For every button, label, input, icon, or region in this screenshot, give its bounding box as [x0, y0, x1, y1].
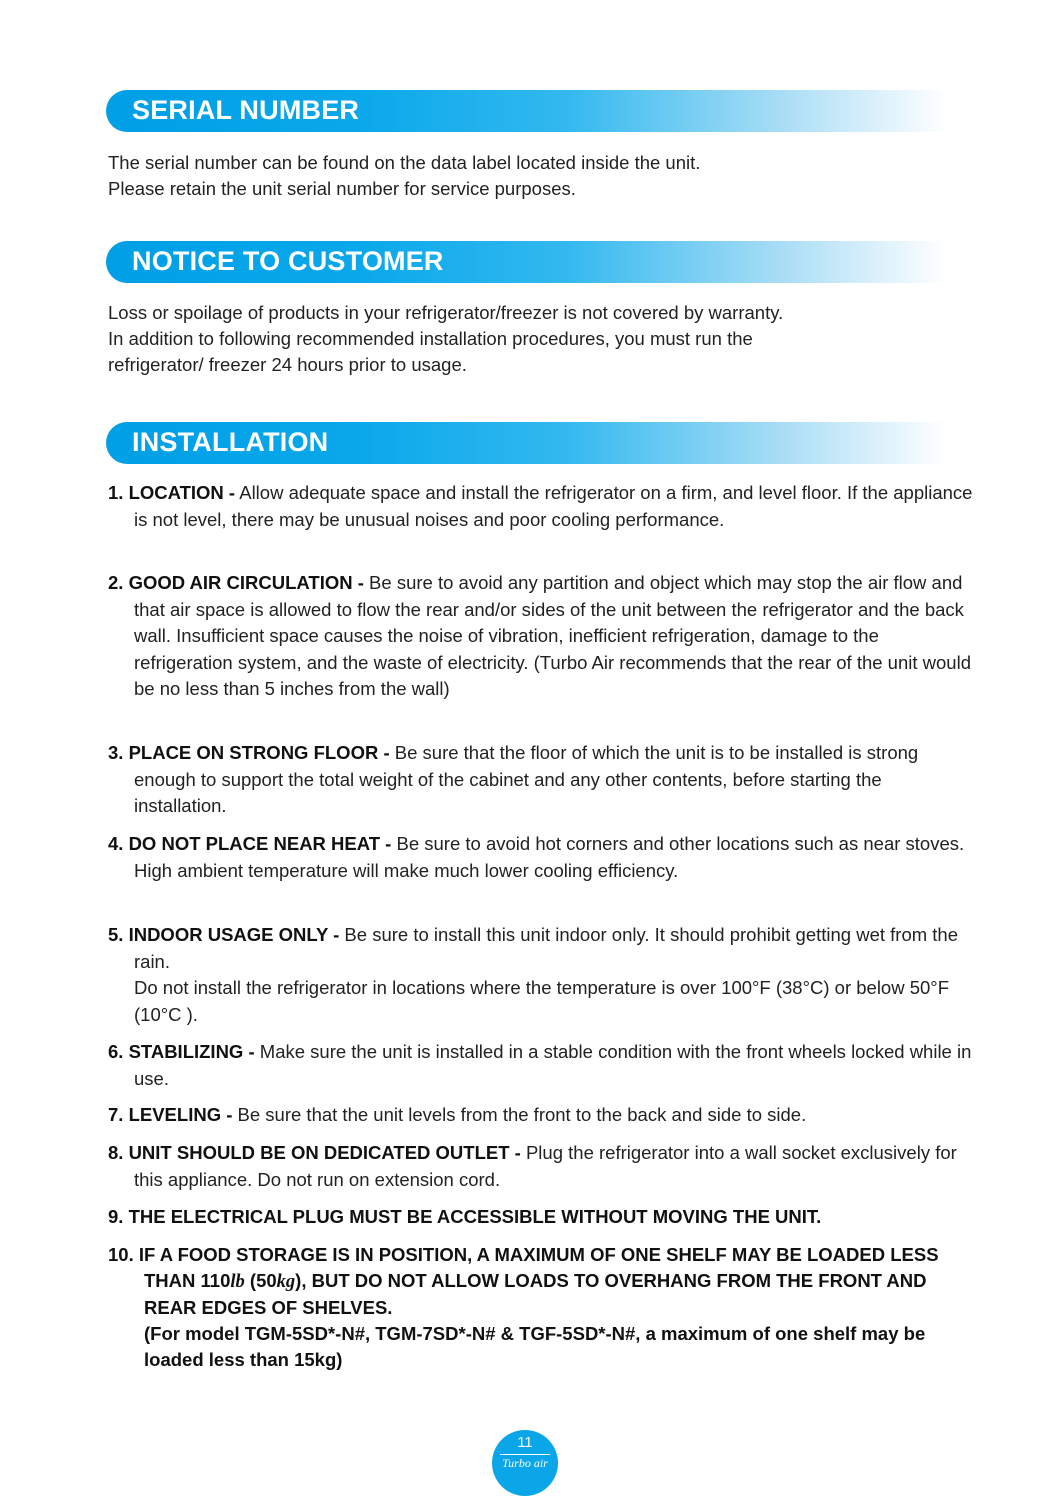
unit-kg: kg: [276, 1272, 296, 1292]
item-text: Be sure to avoid hot corners and other locations such as near stoves. High ambient temperature will make much lower cooling efficiency.: [134, 833, 965, 881]
item-text: Be sure that the unit levels from the front to the back and side to side.: [232, 1104, 807, 1125]
item-label: 4. DO NOT PLACE NEAR HEAT -: [108, 833, 392, 854]
item-label: 6. STABILIZING -: [108, 1041, 255, 1062]
item-label: 3. PLACE ON STRONG FLOOR -: [108, 742, 390, 763]
notice-line: refrigerator/ freezer 24 hours prior to usage.: [108, 354, 467, 375]
serial-line: The serial number can be found on the data label located inside the unit.: [108, 152, 701, 173]
item-text: Be sure to install this unit indoor only. It should prohibit getting wet from the rain.: [134, 924, 959, 972]
notice-line: In addition to following recommended installation procedures, you must run the: [108, 328, 753, 349]
installation-item-electrical-plug: [108, 1204, 974, 1230]
serial-number-header: [106, 90, 946, 132]
installation-item-indoor-usage: [108, 922, 974, 1028]
item-text: Be sure that the floor of which the unit is to be installed is strong enough to support the total weight of the cabinet and any other contents, before starting the installation.: [134, 742, 919, 816]
serial-number-title: SERIAL NUMBER: [132, 95, 360, 125]
notice-line: Loss or spoilage of products in your refrigerator/freezer is not covered by warranty.: [108, 302, 784, 323]
item-text: 10. IF A FOOD STORAGE IS IN POSITION, A MAXIMUM OF ONE SHELF MAY BE LOADED LESS THAN 110: [108, 1244, 939, 1291]
installation-title: INSTALLATION: [132, 427, 329, 457]
item-text: (50: [244, 1270, 277, 1291]
serial-line: Please retain the unit serial number for service purposes.: [108, 178, 576, 199]
model-note: (For model TGM-5SD*-N#, TGM-7SD*-N# & TGF-5SD*-N#, a maximum of one shelf may be loaded less than 15kg): [144, 1323, 926, 1370]
installation-item-strong-floor: [108, 740, 974, 820]
item-text: ), BUT DO NOT ALLOW LOADS TO OVERHANG FROM THE FRONT AND REAR EDGES OF SHELVES.: [144, 1270, 927, 1318]
unit-lb: lb: [230, 1272, 245, 1292]
item-label: 1. LOCATION -: [108, 482, 236, 503]
item-text: Plug the refrigerator into a wall socket exclusively for this appliance. Do not run on extension cord.: [134, 1142, 957, 1190]
item-label: 7. LEVELING -: [108, 1104, 233, 1125]
item-label: 9. THE ELECTRICAL PLUG MUST BE ACCESSIBLE WITHOUT MOVING THE UNIT.: [108, 1206, 822, 1227]
brand-logo: Turbo air: [502, 1456, 548, 1470]
item-label: 8. UNIT SHOULD BE ON DEDICATED OUTLET -: [108, 1142, 521, 1163]
item-text: Be sure to avoid any partition and object which may stop the air flow and that air space is allowed to flow the rear and/or sides of the unit between the refrigerator and the back wall. Insufficient space causes the noise of vibration, inefficient refrigeration, damage to the refrigeration system, and the waste of electricity. (Turbo Air recommends that the rear of the unit would be no less than 5 inches from the wall): [134, 572, 971, 699]
page-number: 11: [517, 1434, 533, 1451]
installation-item-near-heat: [108, 831, 974, 884]
badge-divider: [500, 1454, 550, 1455]
item-text: Do not install the refrigerator in locations where the temperature is over 100°F (38°C) or below 50°F (10°C ).: [134, 977, 949, 1025]
notice-title: NOTICE TO CUSTOMER: [132, 246, 444, 276]
installation-item-air-circulation: [108, 570, 974, 703]
notice-header: [106, 241, 946, 283]
installation-item-leveling: [108, 1102, 974, 1129]
installation-item-dedicated-outlet: [108, 1140, 974, 1193]
item-text: Make sure the unit is installed in a stable condition with the front wheels locked while in use.: [134, 1041, 972, 1089]
item-label: 5. INDOOR USAGE ONLY -: [108, 924, 340, 945]
installation-header: [106, 422, 946, 464]
serial-number-text: [108, 150, 958, 202]
installation-item-location: [108, 480, 974, 533]
item-text: Allow adequate space and install the refrigerator on a firm, and level floor. If the appliance is not level, there may be unusual noises and poor cooling performance.: [134, 482, 973, 530]
item-label: 2. GOOD AIR CIRCULATION -: [108, 572, 364, 593]
installation-item-stabilizing: [108, 1039, 974, 1092]
installation-item-food-storage: [108, 1242, 984, 1373]
notice-text: [108, 300, 958, 378]
